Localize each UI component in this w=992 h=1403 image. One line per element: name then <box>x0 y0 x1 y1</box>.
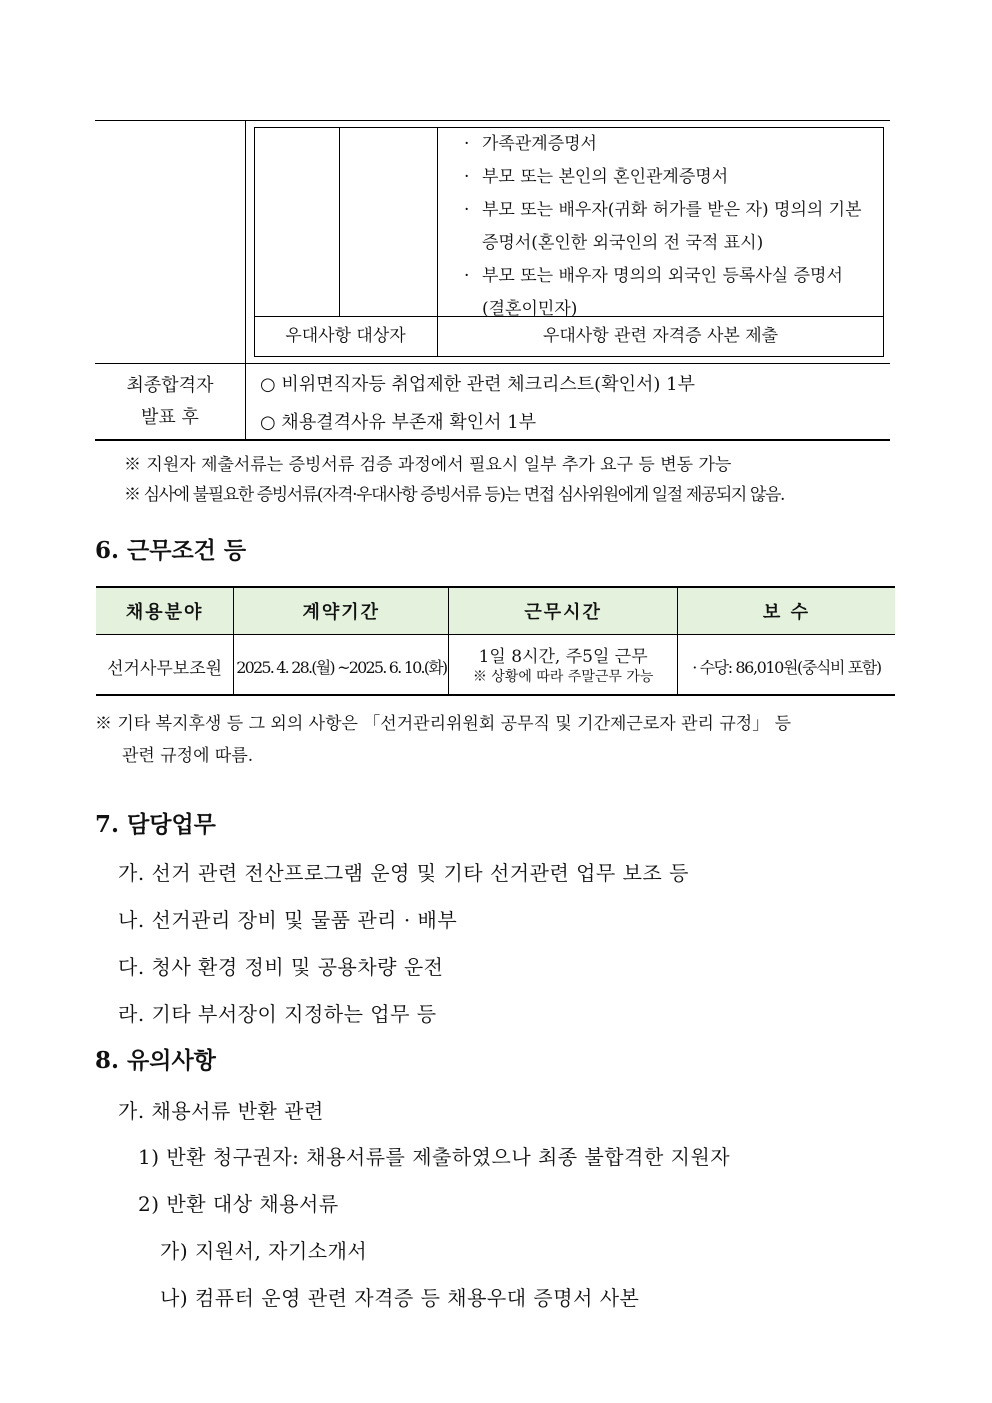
list-item: 가. 채용서류 반환 관련 <box>118 1099 324 1123</box>
list-item: 라. 기타 부서장이 지정하는 업무 등 <box>118 1002 437 1026</box>
section-heading: 7. 담당업무 <box>95 811 216 838</box>
bullet: · <box>464 266 470 286</box>
final-doc-item: ○ 채용결격사유 부존재 확인서 1부 <box>260 412 537 433</box>
table-row <box>96 638 895 695</box>
work-conditions-table <box>96 586 895 696</box>
table-top-border <box>95 120 890 121</box>
hours-cell <box>449 638 678 695</box>
doc-item-text: 부모 또는 본인의 혼인관계증명서 <box>482 167 729 187</box>
inner-divider <box>339 128 340 316</box>
final-label-line: 발표 후 <box>141 407 199 428</box>
list-item: 가) 지원서, 자기소개서 <box>160 1239 368 1263</box>
column-header: 채용분야 <box>96 587 234 635</box>
column-header: 보 수 <box>677 587 895 635</box>
list-item: 다. 청사 환경 정비 및 공용차량 운전 <box>118 955 444 979</box>
table-row-divider <box>95 363 890 364</box>
list-item <box>460 161 880 194</box>
doc-item-text: 부모 또는 배우자(귀화 허가를 받은 자) 명의의 기본 <box>482 200 862 220</box>
list-item: 나) 컴퓨터 운영 관련 자격증 등 채용우대 증명서 사본 <box>160 1286 640 1310</box>
doc-item-text: 부모 또는 배우자 명의의 외국인 등록사실 증명서 <box>482 266 843 286</box>
pay-cell: · 수당: 86,010원(중식비 포함) <box>677 638 895 695</box>
required-docs-list <box>460 128 880 326</box>
list-item <box>460 128 880 161</box>
hours-note: ※ 상황에 따라 주말근무 가능 <box>472 669 654 685</box>
section-heading: 6. 근무조건 등 <box>95 537 247 564</box>
bullet: · <box>464 167 470 187</box>
note-line: ※ 기타 복지후생 등 그 외의 사항은 「선거관리위원회 공무직 및 기간제근로자 관리 규정」 등 <box>95 714 792 734</box>
bullet: · <box>464 134 470 154</box>
hours-main: 1일 8시간, 주5일 근무 <box>478 647 648 667</box>
final-label-line: 최종합격자 <box>126 375 214 396</box>
submission-notes <box>124 450 784 510</box>
list-item: 가. 선거 관련 전산프로그램 운영 및 기타 선거관련 업무 보조 등 <box>118 861 689 885</box>
column-header: 계약기간 <box>234 587 449 635</box>
list-item: 1) 반환 청구권자: 채용서류를 제출하였으나 최종 불합격한 지원자 <box>138 1145 731 1169</box>
note-line: 관련 규정에 따름. <box>122 746 254 766</box>
doc-item-continuation: 증명서(혼인한 외국인의 전 국적 표시) <box>482 233 764 253</box>
welfare-note <box>95 708 897 772</box>
note-line: ※ 지원자 제출서류는 증빙서류 검증 과정에서 필요시 일부 추가 요구 등 변동 가능 <box>124 455 732 475</box>
doc-item-text: 가족관계증명서 <box>482 134 597 154</box>
doc-item-continuation: (결혼이민자) <box>482 299 578 319</box>
pref-doc-cell: 우대사항 관련 자격증 사본 제출 <box>542 326 779 346</box>
pref-target-cell: 우대사항 대상자 <box>285 326 406 346</box>
table-header-row <box>96 587 895 635</box>
list-item: 2) 반환 대상 채용서류 <box>138 1192 339 1216</box>
list-item: 나. 선거관리 장비 및 물품 관리 · 배부 <box>118 908 458 932</box>
list-item <box>460 260 880 293</box>
bullet: · <box>464 200 470 220</box>
column-header: 근무시간 <box>449 587 678 635</box>
final-pass-docs <box>260 366 695 442</box>
period-cell: 2025. 4. 28.(월) ~2025. 6. 10.(화) <box>234 638 449 695</box>
table-column-divider <box>245 120 246 440</box>
job-cell: 선거사무보조원 <box>96 638 234 695</box>
note-line: ※ 심사에 불필요한 증빙서류(자격·우대사항 증빙서류 등)는 면접 심사위원에게 일절 제공되지 않음. <box>124 485 784 505</box>
list-item <box>460 194 880 227</box>
final-pass-label <box>95 370 245 434</box>
section-heading: 8. 유의사항 <box>95 1047 216 1074</box>
final-doc-item: ○ 비위면직자등 취업제한 관련 체크리스트(확인서) 1부 <box>260 374 695 395</box>
